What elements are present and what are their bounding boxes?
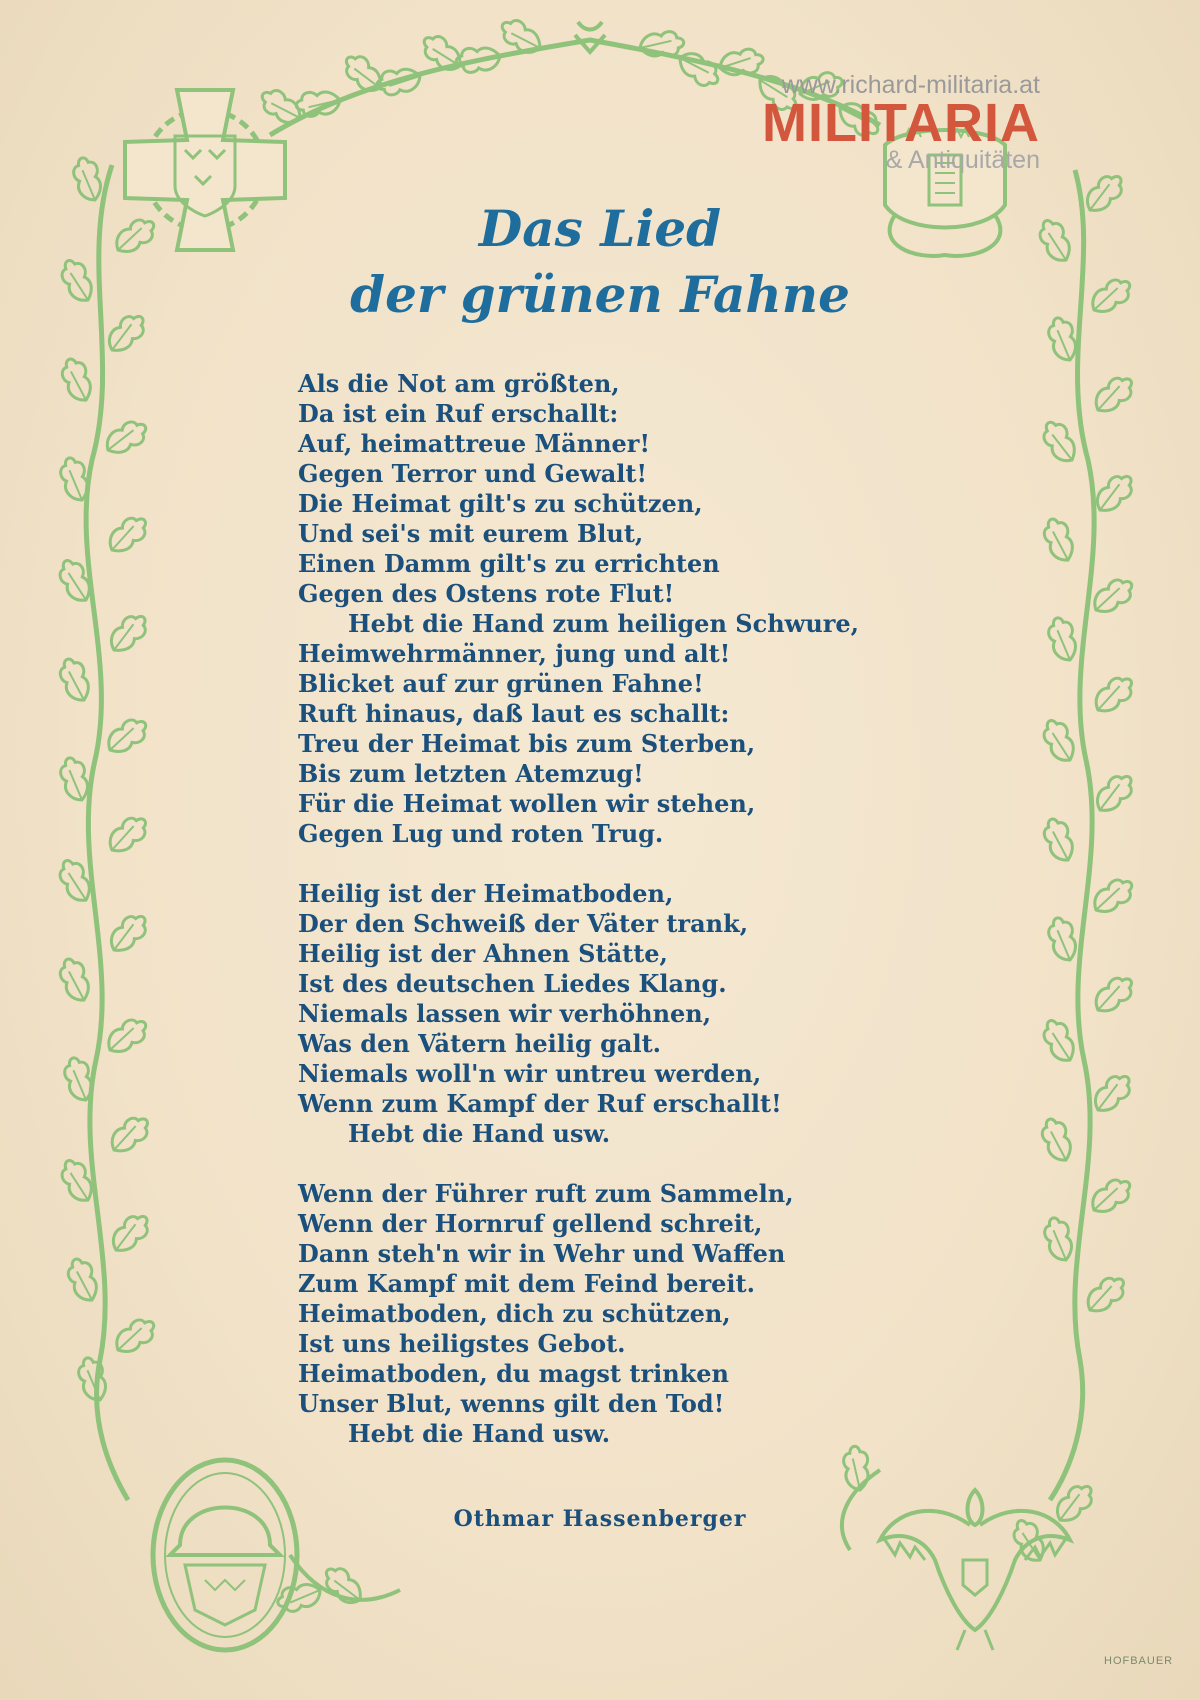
verse-line: Dann steh'n wir in Wehr und Waffen xyxy=(298,1239,786,1268)
stanza-3 xyxy=(298,1179,978,1449)
watermark-brand: MILITARIA xyxy=(762,93,1040,153)
refrain-line: Hebt die Hand zum heiligen Schwure, xyxy=(348,609,860,638)
helmet-medallion-icon xyxy=(153,1460,297,1650)
poem xyxy=(298,369,978,1479)
verse-line: Ist uns heiligstes Gebot. xyxy=(298,1329,626,1358)
refrain-line: Für die Heimat wollen wir stehen, xyxy=(298,789,756,818)
verse-line: Heimatboden, du magst trinken xyxy=(298,1359,730,1388)
verse-line: Niemals woll'n wir untreu werden, xyxy=(298,1059,762,1088)
verse-line: Gegen Terror und Gewalt! xyxy=(298,459,648,488)
refrain-line: Treu der Heimat bis zum Sterben, xyxy=(298,729,756,758)
verse-line: Der den Schweiß der Väter trank, xyxy=(298,909,749,938)
watermark-subtitle: & Antiquitäten xyxy=(885,146,1040,174)
song-title-line-2: der grünen Fahne xyxy=(350,265,850,324)
stanza-2 xyxy=(298,879,978,1149)
verse-line: Niemals lassen wir verhöhnen, xyxy=(298,999,712,1028)
verse-line: Heimatboden, dich zu schützen, xyxy=(298,1299,731,1328)
refrain-line: Bis zum letzten Atemzug! xyxy=(298,759,644,788)
artist-signature: HOFBAUER xyxy=(1104,1655,1174,1667)
right-garland-icon xyxy=(1031,168,1137,1500)
author-name: Othmar Hassenberger xyxy=(453,1506,747,1532)
refrain-line: Ruft hinaus, daß laut es schallt: xyxy=(298,699,730,728)
refrain-reference: Hebt die Hand usw. xyxy=(348,1419,611,1448)
verse-line: Einen Damm gilt's zu errichten xyxy=(298,549,720,578)
verse-line: Wenn der Führer ruft zum Sammeln, xyxy=(298,1179,794,1208)
refrain-line: Heimwehrmänner, jung und alt! xyxy=(298,639,731,668)
verse-line: Heilig ist der Heimatboden, xyxy=(298,879,674,908)
song-title-line-1: Das Lied xyxy=(478,199,722,258)
verse-line: Und sei's mit eurem Blut, xyxy=(298,519,644,548)
refrain-line: Blicket auf zur grünen Fahne! xyxy=(298,669,704,698)
verse-line: Als die Not am größten, xyxy=(298,369,620,398)
verse-line: Da ist ein Ruf erschallt: xyxy=(298,399,619,428)
verse-line: Wenn zum Kampf der Ruf erschallt! xyxy=(298,1089,782,1118)
verse-line: Auf, heimattreue Männer! xyxy=(298,429,650,458)
watermark xyxy=(762,72,1040,172)
stanza-1 xyxy=(298,369,978,849)
verse-line: Was den Vätern heilig galt. xyxy=(298,1029,662,1058)
verse-line: Die Heimat gilt's zu schützen, xyxy=(298,489,703,518)
verse-line: Ist des deutschen Liedes Klang. xyxy=(298,969,727,998)
song-title xyxy=(0,196,1200,328)
verse-line: Heilig ist der Ahnen Stätte, xyxy=(298,939,668,968)
verse-line: Zum Kampf mit dem Feind bereit. xyxy=(298,1269,755,1298)
refrain-line: Gegen Lug und roten Trug. xyxy=(298,819,664,848)
left-garland-icon xyxy=(51,154,159,1500)
verse-line: Unser Blut, wenns gilt den Tod! xyxy=(298,1389,725,1418)
watermark-url: www.richard-militaria.at xyxy=(781,71,1040,99)
verse-line: Wenn der Hornruf gellend schreit, xyxy=(298,1209,763,1238)
verse-line: Gegen des Ostens rote Flut! xyxy=(298,579,675,608)
refrain-reference: Hebt die Hand usw. xyxy=(348,1119,611,1148)
